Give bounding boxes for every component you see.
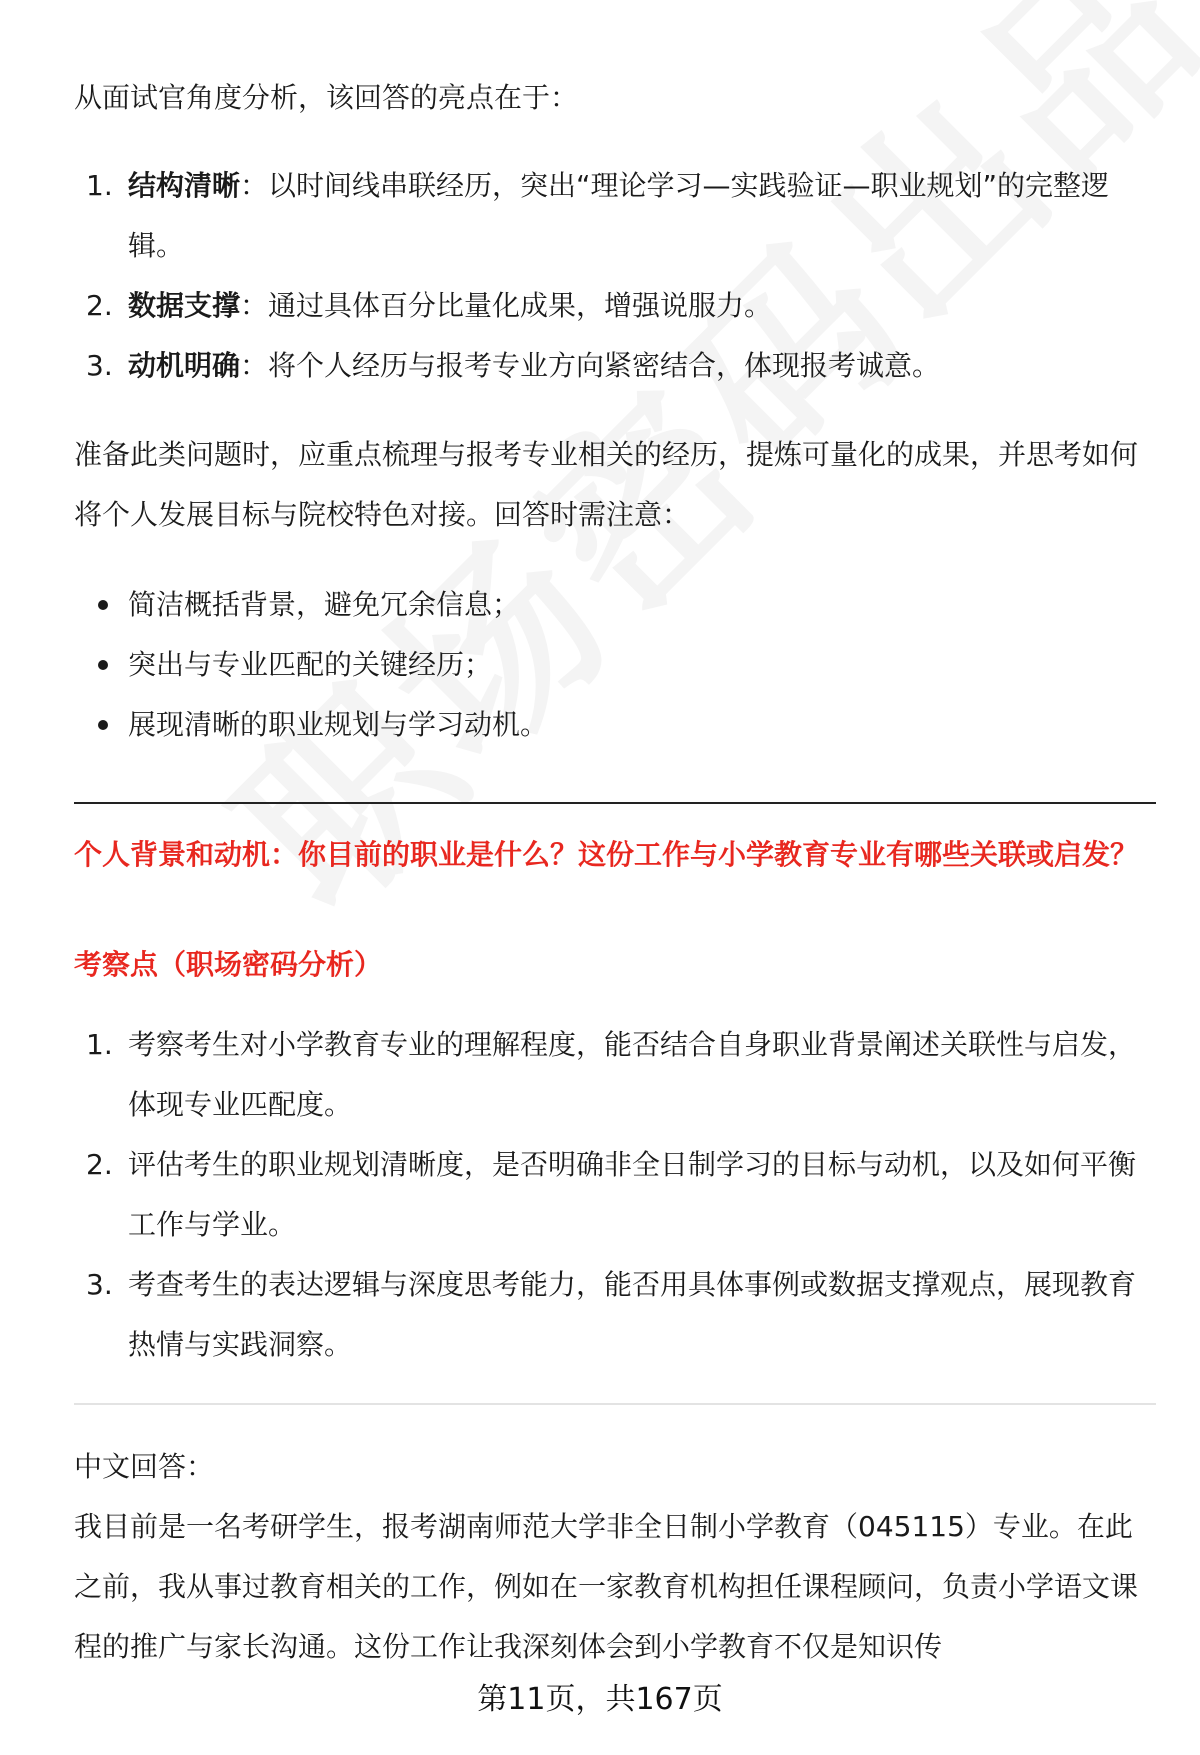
answer-text: 我目前是一名考研学生，报考湖南师范大学非全日制小学教育（045115）专业。在此之前，我从事过教育相关的工作，例如在一家教育机构担任课程顾问，负责小学语文课程的推广与家长沟通。这份工作让我深刻体会到小学教育不仅是知识传	[74, 1510, 1139, 1663]
list-number: 3.	[86, 1268, 113, 1301]
list-number: 2.	[86, 289, 113, 322]
list-item	[74, 635, 1156, 695]
list-number: 3.	[86, 349, 113, 382]
page-number: 第11页，共167页	[477, 1682, 723, 1717]
tip-text: 简洁概括背景，避免冗余信息；	[128, 588, 521, 621]
exam-points-title: 考察点（职场密码分析）	[74, 948, 383, 981]
list-number: 2.	[86, 1148, 113, 1181]
list-number: 1.	[86, 169, 113, 202]
tips-list	[74, 575, 1156, 755]
label-separator: ：	[240, 349, 269, 382]
highlight-text: 以时间线串联经历，突出“理论学习—实践验证—职业规划”的完整逻辑。	[128, 169, 1110, 262]
question-heading: 个人背景和动机：你目前的职业是什么？这份工作与小学教育专业有哪些关联或启发？	[74, 838, 1139, 871]
bullet-icon	[98, 600, 108, 610]
highlight-label: 数据支撑	[128, 289, 241, 322]
list-item	[74, 276, 1156, 336]
tip-text: 展现清晰的职业规划与学习动机。	[128, 708, 549, 741]
bullet-icon	[98, 720, 108, 730]
exam-point-text: 考察考生对小学教育专业的理解程度，能否结合自身职业背景阐述关联性与启发，体现专业匹配度。	[128, 1028, 1137, 1121]
prep-text: 准备此类问题时，应重点梳理与报考专业相关的经历，提炼可量化的成果，并思考如何将个人发展目标与院校特色对接。回答时需注意：	[74, 438, 1139, 531]
tip-text: 突出与专业匹配的关键经历；	[128, 648, 493, 681]
answer-label: 中文回答：	[74, 1450, 215, 1483]
intro-text: 从面试官角度分析，该回答的亮点在于：	[74, 81, 579, 114]
exam-point-text: 考查考生的表达逻辑与深度思考能力，能否用具体事例或数据支撑观点，展现教育热情与实践洞察。	[128, 1268, 1137, 1361]
section-divider	[74, 802, 1156, 804]
highlight-text: 通过具体百分比量化成果，增强说服力。	[268, 289, 773, 322]
section-divider-light	[74, 1403, 1156, 1405]
list-number: 1.	[86, 1028, 113, 1061]
highlights-list	[74, 156, 1156, 396]
list-item	[74, 336, 1156, 396]
list-item	[74, 1015, 1156, 1135]
exam-point-text: 评估考生的职业规划清晰度，是否明确非全日制学习的目标与动机，以及如何平衡工作与学业。	[128, 1148, 1137, 1241]
label-separator: ：	[240, 169, 269, 202]
highlight-label: 结构清晰	[128, 169, 241, 202]
label-separator: ：	[240, 289, 269, 322]
highlight-text: 将个人经历与报考专业方向紧密结合，体现报考诚意。	[268, 349, 941, 382]
list-item	[74, 575, 1156, 635]
highlight-label: 动机明确	[128, 349, 241, 382]
list-item	[74, 1135, 1156, 1255]
list-item	[74, 695, 1156, 755]
list-item	[74, 156, 1156, 276]
bullet-icon	[98, 660, 108, 670]
list-item	[74, 1255, 1156, 1375]
exam-points-list	[74, 1015, 1156, 1375]
